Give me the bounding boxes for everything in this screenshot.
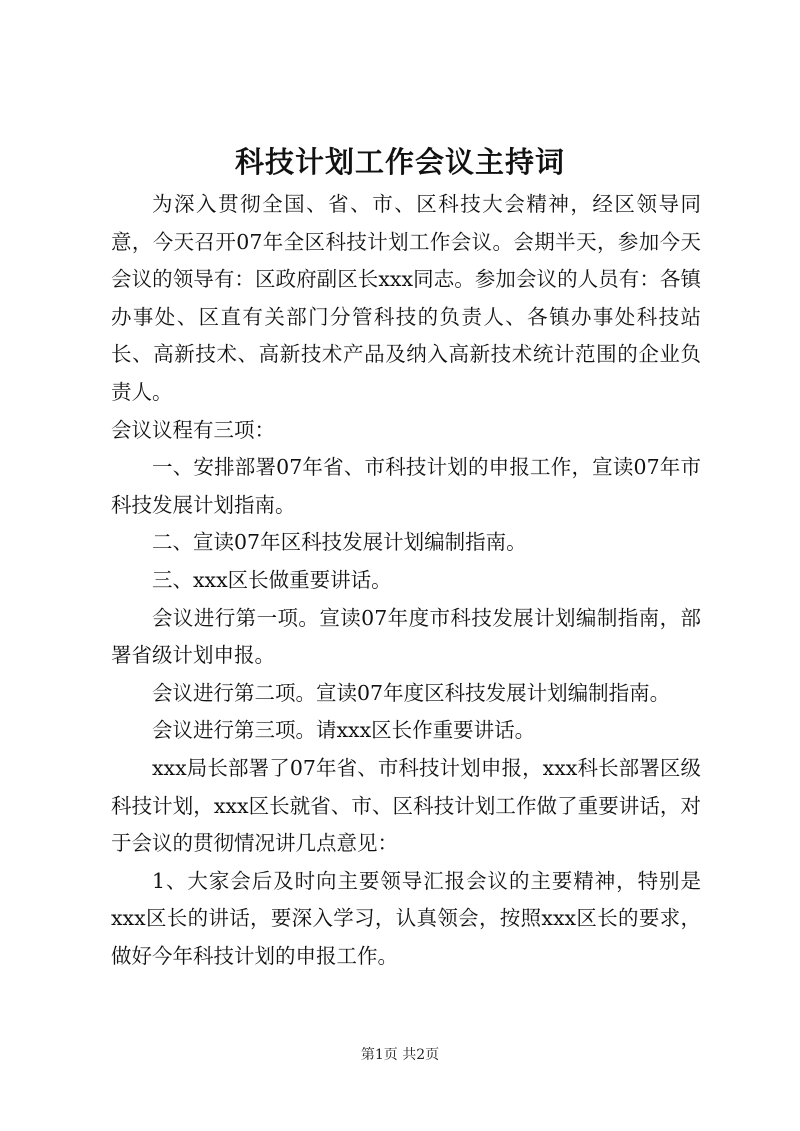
page-number: 第1页 共2页	[360, 1047, 440, 1063]
paragraph-item-1-progress: 会议进行第一项。宣读07年度市科技发展计划编制指南，部署省级计划申报。	[111, 605, 701, 668]
paragraph-item-3-progress: 会议进行第三项。请xxx区长作重要讲话。	[152, 718, 536, 743]
document-body	[111, 186, 701, 975]
paragraph-agenda-heading: 会议议程有三项：	[111, 417, 275, 442]
paragraph-summary: xxx局长部署了07年省、市科技计划申报，xxx科长部署区级科技计划，xxx区长就省、市、区科技计划工作做了重要讲话，对于会议的贯彻情况讲几点意见：	[111, 755, 701, 856]
paragraph-opinion-1: 1、大家会后及时向主要领导汇报会议的主要精神，特别是xxx区长的讲话，要深入学习，认真领会，按照xxx区长的要求，做好今年科技计划的申报工作。	[111, 868, 701, 968]
paragraph-agenda-item-2: 二、宣读07年区科技发展计划编制指南。	[152, 530, 527, 555]
paragraph-agenda-item-3: 三、xxx区长做重要讲话。	[152, 567, 392, 592]
paragraph-item-2-progress: 会议进行第二项。宣读07年度区科技发展计划编制指南。	[152, 680, 671, 705]
paragraph-agenda-item-1: 一、安排部署07年省、市科技计划的申报工作，宣读07年市科技发展计划指南。	[111, 455, 701, 517]
document-title: 科技计划工作会议主持词	[234, 145, 565, 179]
paragraph-intro: 为深入贯彻全国、省、市、区科技大会精神，经区领导同意，今天召开07年全区科技计划工作会议。会期半天，参加今天会议的领导有：区政府副区长xxx同志。参加会议的人员有：各镇办事处、区直有关部门分管科技的负责人、各镇办事处科技站长、高新技术、高新技术产品及纳入高新技术统计范围的企业负责人。	[111, 192, 701, 404]
